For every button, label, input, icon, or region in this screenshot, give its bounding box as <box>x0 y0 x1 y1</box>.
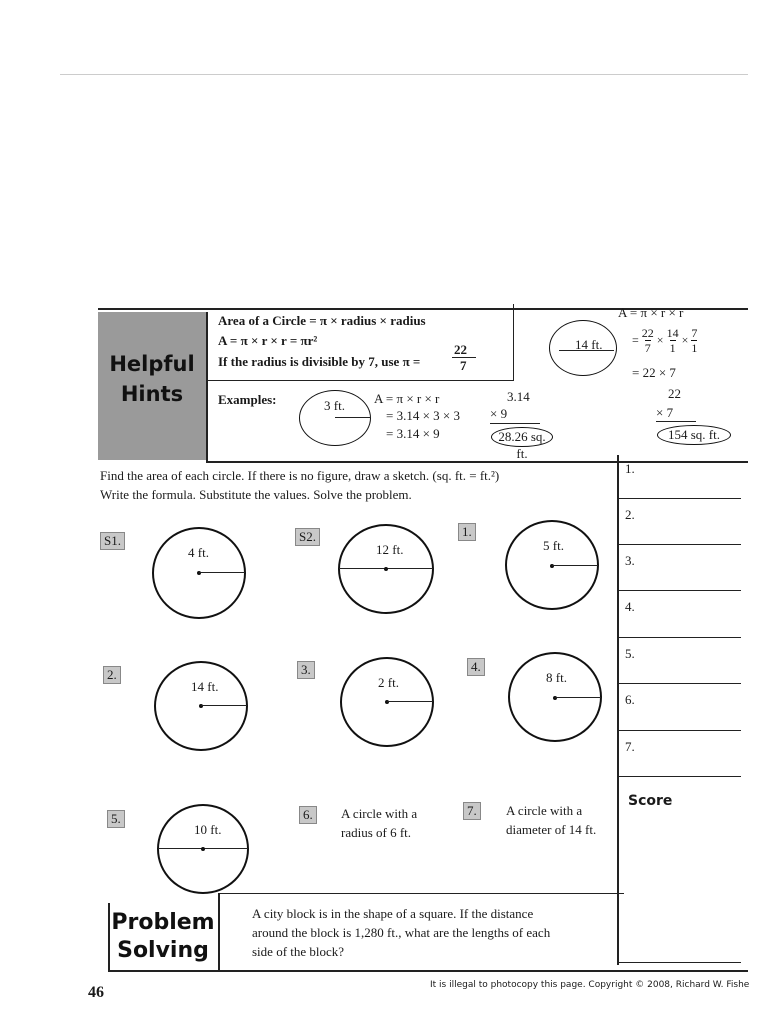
problem-s2-center <box>384 567 388 571</box>
problem-label-6: 6. <box>299 806 317 824</box>
formula-line2: A = π × r × r = πr² <box>218 333 318 348</box>
problem-label-1: 1. <box>458 523 476 541</box>
problem-label-7: 7. <box>463 802 481 820</box>
example1-radius-line <box>335 417 371 418</box>
instructions-line1: Find the area of each circle. If there is no figure, draw a sketch. (sq. ft. = ft.²) <box>100 468 500 483</box>
problem-7-line1: A circle with a <box>506 803 583 818</box>
example1-calc-rule <box>490 423 540 424</box>
problem-label-s1: S1. <box>100 532 125 550</box>
problem-solving-text-line2: around the block is 1,280 ft., what are the lengths of each <box>252 925 551 940</box>
example1-calc-mid: × 9 <box>490 406 508 421</box>
problem-label-s2: S2. <box>295 528 320 546</box>
hints-title-line1: Helpful <box>109 352 195 376</box>
hints-title-line2: Hints <box>120 382 184 406</box>
score-label: Score <box>628 793 673 809</box>
example1-step2: = 3.14 × 3 × 3 <box>386 408 460 423</box>
problem-6-line1: A circle with a <box>341 806 418 821</box>
example2-calc-mid: × 7 <box>656 405 674 420</box>
problem-label-5: 5. <box>107 810 125 828</box>
answer-rule-7 <box>617 776 741 777</box>
problem-solving-title-line2: Solving <box>117 938 209 963</box>
problem-1-radius <box>552 565 598 566</box>
answer-label-5: 5. <box>625 646 635 661</box>
problem-5-value: 10 ft. <box>194 822 222 837</box>
problem-s2-value: 12 ft. <box>376 542 404 557</box>
problem-solving-title-line1: Problem <box>111 910 215 935</box>
pi-fraction-numerator: 22 <box>454 342 467 357</box>
example1-step3: = 3.14 × 9 <box>386 426 440 441</box>
example2-frac-work: = $\frac{22}{7} \times \frac{14}{1} \times \frac{7}{1}$ <box>632 326 698 355</box>
problem-7-line2: diameter of 14 ft. <box>506 822 597 837</box>
answer-label-7: 7. <box>625 739 635 754</box>
problem-2-radius <box>201 705 247 706</box>
helpful-hints-box <box>98 312 206 460</box>
pi-fraction-denominator: 7 <box>460 358 467 373</box>
problem-3-radius <box>387 701 433 702</box>
problem-label-4: 4. <box>467 658 485 676</box>
problem-2-value: 14 ft. <box>191 679 219 694</box>
problem-1-value: 5 ft. <box>543 538 564 553</box>
problem-solving-top-rule <box>218 893 624 894</box>
answer-rule-8 <box>617 962 741 963</box>
problem-4-value: 8 ft. <box>546 670 567 685</box>
answer-rule-5 <box>617 683 741 684</box>
problem-label-3: 3. <box>297 661 315 679</box>
problem-4-radius <box>555 697 601 698</box>
page-number: 46 <box>88 984 104 1001</box>
instructions-line2: Write the formula. Substitute the values. Solve the problem. <box>100 487 412 502</box>
formula-line1: Area of a Circle = π × radius × radius <box>218 313 426 328</box>
problem-3-value: 2 ft. <box>378 675 399 690</box>
formula-line3: If the radius is divisible by 7, use π = <box>218 354 421 369</box>
problem-solving-bottom-rule <box>108 970 748 972</box>
example2-step2: = 22 × 7 <box>632 365 676 380</box>
copyright-notice: It is illegal to photocopy this page. Copyright © 2008, Richard W. Fishe <box>430 980 750 990</box>
answer-label-6: 6. <box>625 692 635 707</box>
answer-rule-6 <box>617 730 741 731</box>
top-rule <box>60 74 748 75</box>
problem-solving-text-line1: A city block is in the shape of a square. If the distance <box>252 906 534 921</box>
example2-calc-rule <box>656 421 696 422</box>
example1-calc-top: 3.14 <box>507 389 530 404</box>
problem-s1-radius <box>199 572 245 573</box>
problem-5-center <box>201 847 205 851</box>
example2-radius-label: 14 ft. <box>575 337 603 352</box>
formula-box-bottom <box>206 380 514 381</box>
examples-label: Examples: <box>218 392 277 407</box>
example1-step1: A = π × r × r <box>374 391 440 406</box>
answer-label-4: 4. <box>625 599 635 614</box>
answer-label-2: 2. <box>625 507 635 522</box>
answer-rule-1 <box>617 498 741 499</box>
example1-answer: 28.26 sq. ft. <box>491 427 553 447</box>
answer-label-1: 1. <box>625 461 635 476</box>
example1-radius-label: 3 ft. <box>324 398 345 413</box>
answer-rule-3 <box>617 590 741 591</box>
problem-s1-value: 4 ft. <box>188 545 209 560</box>
hints-divider <box>206 312 208 462</box>
answer-rule-4 <box>617 637 741 638</box>
example2-answer: 154 sq. ft. <box>657 425 731 445</box>
example2-calc-top: 22 <box>668 386 681 401</box>
example2-step1: A = π × r × r <box>618 305 684 320</box>
answer-rule-2 <box>617 544 741 545</box>
answer-column-border <box>617 455 619 965</box>
formula-box-right <box>513 304 514 381</box>
hints-bottom-rule <box>206 461 748 463</box>
problem-solving-divider <box>218 893 220 971</box>
problem-label-2: 2. <box>103 666 121 684</box>
answer-label-3: 3. <box>625 553 635 568</box>
problem-solving-text-line3: side of the block? <box>252 944 345 959</box>
problem-6-line2: radius of 6 ft. <box>341 825 412 840</box>
